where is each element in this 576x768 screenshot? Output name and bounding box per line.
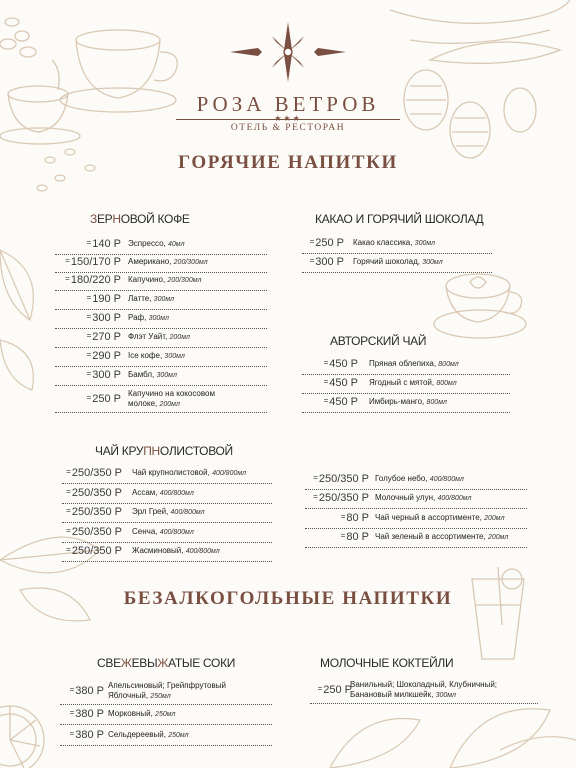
list-item: = 250 Р Ванильный; Шоколадный, Клубничный; Банановый милкшейк, 300мл (310, 679, 538, 704)
list-item: = 290 Р Ice кофе, 300мл (55, 348, 267, 367)
list-item: = 80 Р Чай зеленый в ассортименте, 200мл (305, 529, 527, 548)
list-item: = 450 Р Пряная облепиха, 800мл (302, 356, 510, 375)
juices-title: СВЕЖЕВЫЖАТЫЕ СОКИ (97, 656, 236, 670)
list-item: = 380 Р Апельсиновый; Грейпфрутовый Яблочный, 250мл (60, 680, 272, 705)
hot-drinks-title: ГОРЯЧИЕ НАПИТКИ (178, 152, 398, 173)
list-item: = 300 Р Бамбл, 300мл (55, 367, 267, 386)
list-item: = 300 Р Горячий шоколад, 300мл (302, 254, 492, 273)
list-item: = 250 Р Капучино на кокосовом молоке, 200мл (55, 387, 267, 413)
list-item: = 250 Р Какао классика, 300мл (302, 235, 492, 254)
compass-rose-logo (228, 20, 348, 84)
orange-slice-illustration (0, 690, 60, 768)
list-item: = 250/350 Р Эрл Грей, 400/800мл (62, 504, 272, 523)
list-item: = 380 Р Сельдереевый, 250мл (60, 727, 272, 746)
cocoa-title: КАКАО И ГОРЯЧИЙ ШОКОЛАД (315, 212, 484, 226)
brand-name: РОЗА ВЕТРОВ (196, 92, 380, 116)
list-item: = 270 Р Флэт Уайт, 200мл (55, 329, 267, 348)
list-item: = 450 Р Имбирь-манго, 800мл (302, 394, 510, 413)
leaf-illustration (0, 240, 46, 410)
lemonade-glass-illustration (458, 565, 538, 665)
list-item: = 250/350 Р Молочный улун, 400/800мл (305, 490, 527, 509)
soft-drinks-title: БЕЗАЛКОГОЛЬНЫЕ НАПИТКИ (123, 588, 453, 609)
list-item: = 250/350 Р Голубое небо, 400/800мл (305, 471, 527, 490)
hops-illustration (370, 0, 576, 170)
brand-subtitle: ОТЕЛЬ & РЕСТОРАН (230, 123, 346, 133)
list-item: = 300 Р Раф, 300мл (55, 310, 267, 329)
latte-art-cup-illustration (430, 262, 530, 342)
list-item: = 250/350 Р Жасминовый, 400/800мл (62, 543, 272, 562)
milkshakes-title: МОЛОЧНЫЕ КОКТЕЙЛИ (320, 656, 454, 670)
list-item: = 150/170 Р Американо, 200/300мл (55, 254, 267, 273)
list-item: = 250/350 Р Чай крупнолистовой, 400/800мл (62, 465, 272, 484)
list-item: = 190 Р Латте, 300мл (55, 291, 267, 310)
brand-divider (176, 119, 400, 120)
leaf-tea-title: ЧАЙ КРУПНОЛИСТОВОЙ (95, 444, 233, 458)
list-item: = 380 Р Морковный, 250мл (60, 706, 272, 725)
list-item: = 180/220 Р Капучино, 200/300мл (55, 272, 267, 291)
list-item: = 450 Р Ягодный с мятой, 800мл (302, 375, 510, 394)
grain-coffee-title: ЗЕРНОВОЙ КОФЕ (90, 212, 190, 226)
list-item: = 250/350 Р Сенча, 400/800мл (62, 524, 272, 543)
list-item: = 250/350 Р Ассам, 400/800мл (62, 485, 272, 504)
list-item: = 80 Р Чай черный в ассортименте, 200мл (305, 510, 527, 529)
author-tea-title: АВТОРСКИЙ ЧАЙ (330, 334, 427, 348)
list-item: = 140 Р Эспрессо, 40мл (55, 236, 267, 255)
